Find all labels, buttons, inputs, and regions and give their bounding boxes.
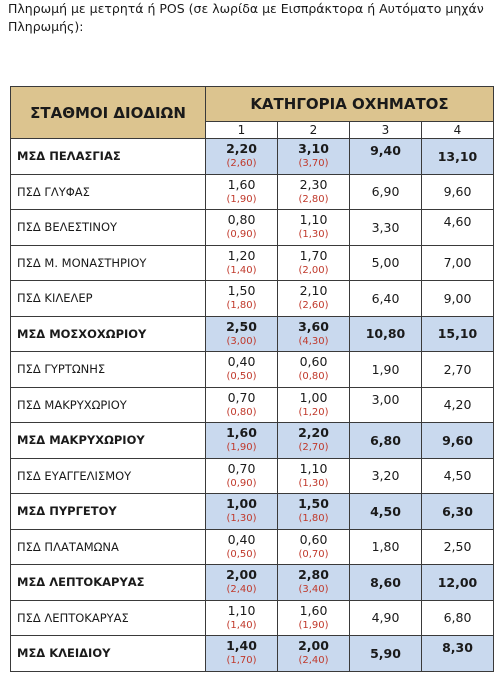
price-alt-value: (1,80) bbox=[298, 513, 329, 525]
price-value: 0,40 bbox=[227, 354, 256, 370]
price-value: 0,40 bbox=[227, 531, 256, 547]
price-alt-value: (2,00) bbox=[298, 264, 329, 276]
price-alt-value: (1,30) bbox=[226, 513, 257, 525]
price-category-4: 4,20 bbox=[422, 387, 494, 423]
header-vehicle-category: ΚΑΤΗΓΟΡΙΑ ΟΧΗΜΑΤΟΣ bbox=[206, 87, 494, 122]
price-alt-value: (0,50) bbox=[226, 548, 257, 560]
price-category-4: 7,00 bbox=[422, 245, 494, 281]
price-category-1 bbox=[206, 458, 278, 494]
price-category-4: 9,60 bbox=[422, 423, 494, 459]
price-value: 2,50 bbox=[226, 318, 257, 334]
station-name: ΠΣΔ Μ. ΜΟΝΑΣΤΗΡΙΟΥ bbox=[11, 245, 206, 281]
price-category-4: 9,00 bbox=[422, 281, 494, 317]
table-row bbox=[11, 174, 494, 210]
price-value: 1,10 bbox=[227, 602, 256, 618]
price-alt-value: (2,80) bbox=[298, 193, 329, 205]
price-alt-value: (0,50) bbox=[226, 371, 257, 383]
price-category-1 bbox=[206, 529, 278, 565]
price-alt-value: (3,00) bbox=[226, 335, 257, 347]
price-category-3: 5,00 bbox=[350, 245, 422, 281]
price-category-3: 3,00 bbox=[350, 387, 422, 423]
price-category-4: 8,30 bbox=[422, 636, 494, 672]
price-category-3: 6,80 bbox=[350, 423, 422, 459]
price-alt-value: (1,70) bbox=[226, 655, 257, 667]
table-body bbox=[11, 139, 494, 672]
price-category-2 bbox=[278, 245, 350, 281]
price-alt-value: (1,30) bbox=[298, 229, 329, 241]
price-value: 2,00 bbox=[298, 638, 329, 654]
station-name: ΜΣΔ ΠΕΛΑΣΓΙΑΣ bbox=[11, 139, 206, 175]
price-category-3: 6,90 bbox=[350, 174, 422, 210]
price-category-1 bbox=[206, 139, 278, 175]
price-alt-value: (1,30) bbox=[298, 477, 329, 489]
station-name: ΠΣΔ ΠΛΑΤΑΜΩΝΑ bbox=[11, 529, 206, 565]
table-row bbox=[11, 529, 494, 565]
price-category-1 bbox=[206, 352, 278, 388]
price-category-3: 4,90 bbox=[350, 600, 422, 636]
station-name: ΠΣΔ ΓΥΡΤΩΝΗΣ bbox=[11, 352, 206, 388]
price-value: 1,50 bbox=[227, 283, 256, 299]
price-category-1 bbox=[206, 316, 278, 352]
price-value: 1,60 bbox=[299, 602, 328, 618]
price-alt-value: (0,70) bbox=[298, 548, 329, 560]
price-alt-value: (2,40) bbox=[226, 584, 257, 596]
price-alt-value: (2,70) bbox=[298, 442, 329, 454]
table-row bbox=[11, 636, 494, 672]
price-value: 2,20 bbox=[226, 141, 257, 157]
price-value: 1,60 bbox=[227, 176, 256, 192]
price-category-4: 6,80 bbox=[422, 600, 494, 636]
price-alt-value: (2,40) bbox=[298, 655, 329, 667]
price-category-1 bbox=[206, 636, 278, 672]
table-row bbox=[11, 387, 494, 423]
price-category-1 bbox=[206, 387, 278, 423]
station-name: ΜΣΔ ΜΟΣΧΟΧΩΡΙΟΥ bbox=[11, 316, 206, 352]
price-alt-value: (0,80) bbox=[226, 406, 257, 418]
price-category-1 bbox=[206, 423, 278, 459]
price-category-2 bbox=[278, 636, 350, 672]
price-alt-value: (1,40) bbox=[226, 264, 257, 276]
price-category-3: 4,50 bbox=[350, 494, 422, 530]
table-row bbox=[11, 565, 494, 601]
price-category-1 bbox=[206, 565, 278, 601]
price-category-3: 3,30 bbox=[350, 210, 422, 246]
price-category-3: 10,80 bbox=[350, 316, 422, 352]
price-value: 1,60 bbox=[226, 425, 257, 441]
price-category-1 bbox=[206, 245, 278, 281]
price-alt-value: (1,80) bbox=[226, 300, 257, 312]
price-category-4: 12,00 bbox=[422, 565, 494, 601]
price-category-1 bbox=[206, 600, 278, 636]
intro-text bbox=[8, 0, 500, 36]
price-category-4: 15,10 bbox=[422, 316, 494, 352]
table-row bbox=[11, 281, 494, 317]
price-value: 1,10 bbox=[299, 212, 328, 228]
category-2-header: 2 bbox=[278, 122, 350, 139]
price-value: 1,70 bbox=[299, 247, 328, 263]
price-value: 1,00 bbox=[226, 496, 257, 512]
price-category-2 bbox=[278, 387, 350, 423]
header-stations: ΣΤΑΘΜΟΙ ΔΙΟΔΙΩΝ bbox=[11, 87, 206, 139]
price-value: 3,60 bbox=[298, 318, 329, 334]
price-category-4: 2,50 bbox=[422, 529, 494, 565]
price-alt-value: (0,90) bbox=[226, 229, 257, 241]
price-category-4: 9,60 bbox=[422, 174, 494, 210]
price-value: 2,80 bbox=[298, 567, 329, 583]
intro-line-1: Πληρωμή με μετρητά ή POS (σε λωρίδα με Εισπράκτορα ή Αυτόματο μηχάν bbox=[8, 1, 484, 16]
price-value: 0,70 bbox=[227, 460, 256, 476]
price-category-1 bbox=[206, 494, 278, 530]
table-row bbox=[11, 245, 494, 281]
table-row bbox=[11, 423, 494, 459]
price-value: 2,00 bbox=[226, 567, 257, 583]
price-category-4: 6,30 bbox=[422, 494, 494, 530]
price-category-4: 4,60 bbox=[422, 210, 494, 246]
table-row bbox=[11, 316, 494, 352]
price-category-1 bbox=[206, 210, 278, 246]
station-name: ΠΣΔ ΛΕΠΤΟΚΑΡΥΑΣ bbox=[11, 600, 206, 636]
price-alt-value: (0,80) bbox=[298, 371, 329, 383]
price-alt-value: (2,60) bbox=[298, 300, 329, 312]
table-row bbox=[11, 494, 494, 530]
table-row bbox=[11, 458, 494, 494]
price-category-3: 8,60 bbox=[350, 565, 422, 601]
price-category-3: 5,90 bbox=[350, 636, 422, 672]
price-value: 3,10 bbox=[298, 141, 329, 157]
price-value: 1,50 bbox=[298, 496, 329, 512]
price-category-4: 13,10 bbox=[422, 139, 494, 175]
station-name: ΠΣΔ ΜΑΚΡΥΧΩΡΙΟΥ bbox=[11, 387, 206, 423]
price-alt-value: (1,20) bbox=[298, 406, 329, 418]
price-value: 2,30 bbox=[299, 176, 328, 192]
price-category-2 bbox=[278, 458, 350, 494]
price-category-2 bbox=[278, 565, 350, 601]
price-category-2 bbox=[278, 139, 350, 175]
price-category-4: 2,70 bbox=[422, 352, 494, 388]
category-4-header: 4 bbox=[422, 122, 494, 139]
price-category-1 bbox=[206, 281, 278, 317]
price-value: 1,00 bbox=[299, 389, 328, 405]
station-name: ΠΣΔ ΓΛΥΦΑΣ bbox=[11, 174, 206, 210]
station-name: ΠΣΔ ΒΕΛΕΣΤΙΝΟΥ bbox=[11, 210, 206, 246]
price-value: 1,10 bbox=[299, 460, 328, 476]
intro-line-2: Πληρωμής): bbox=[8, 19, 84, 34]
price-value: 2,10 bbox=[299, 283, 328, 299]
price-category-3: 1,90 bbox=[350, 352, 422, 388]
price-category-2 bbox=[278, 529, 350, 565]
price-value: 0,70 bbox=[227, 389, 256, 405]
category-1-header: 1 bbox=[206, 122, 278, 139]
price-alt-value: (0,90) bbox=[226, 477, 257, 489]
category-3-header: 3 bbox=[350, 122, 422, 139]
price-category-2 bbox=[278, 316, 350, 352]
table-row bbox=[11, 139, 494, 175]
price-alt-value: (4,30) bbox=[298, 335, 329, 347]
station-name: ΜΣΔ ΜΑΚΡΥΧΩΡΙΟΥ bbox=[11, 423, 206, 459]
price-category-4: 4,50 bbox=[422, 458, 494, 494]
table-row bbox=[11, 352, 494, 388]
price-category-1 bbox=[206, 174, 278, 210]
price-category-2 bbox=[278, 600, 350, 636]
price-alt-value: (1,90) bbox=[298, 619, 329, 631]
price-value: 0,60 bbox=[299, 354, 328, 370]
station-name: ΜΣΔ ΛΕΠΤΟΚΑΡΥΑΣ bbox=[11, 565, 206, 601]
price-alt-value: (1,40) bbox=[226, 619, 257, 631]
price-category-2 bbox=[278, 210, 350, 246]
price-category-2 bbox=[278, 281, 350, 317]
price-value: 1,40 bbox=[226, 638, 257, 654]
station-name: ΠΣΔ ΕΥΑΓΓΕΛΙΣΜΟΥ bbox=[11, 458, 206, 494]
price-alt-value: (1,90) bbox=[226, 193, 257, 205]
toll-price-table bbox=[10, 86, 494, 672]
price-category-2 bbox=[278, 174, 350, 210]
price-value: 2,20 bbox=[298, 425, 329, 441]
price-value: 0,80 bbox=[227, 212, 256, 228]
price-alt-value: (3,40) bbox=[298, 584, 329, 596]
station-name: ΜΣΔ ΠΥΡΓΕΤΟΥ bbox=[11, 494, 206, 530]
price-value: 1,20 bbox=[227, 247, 256, 263]
price-alt-value: (1,90) bbox=[226, 442, 257, 454]
price-category-3: 1,80 bbox=[350, 529, 422, 565]
price-alt-value: (2,60) bbox=[226, 158, 257, 170]
price-category-2 bbox=[278, 423, 350, 459]
station-name: ΜΣΔ ΚΛΕΙΔΙΟΥ bbox=[11, 636, 206, 672]
price-alt-value: (3,70) bbox=[298, 158, 329, 170]
station-name: ΠΣΔ ΚΙΛΕΛΕΡ bbox=[11, 281, 206, 317]
price-category-2 bbox=[278, 494, 350, 530]
price-category-2 bbox=[278, 352, 350, 388]
table-row bbox=[11, 210, 494, 246]
price-value: 0,60 bbox=[299, 531, 328, 547]
price-category-3: 9,40 bbox=[350, 139, 422, 175]
price-category-3: 6,40 bbox=[350, 281, 422, 317]
table-row bbox=[11, 600, 494, 636]
price-category-3: 3,20 bbox=[350, 458, 422, 494]
